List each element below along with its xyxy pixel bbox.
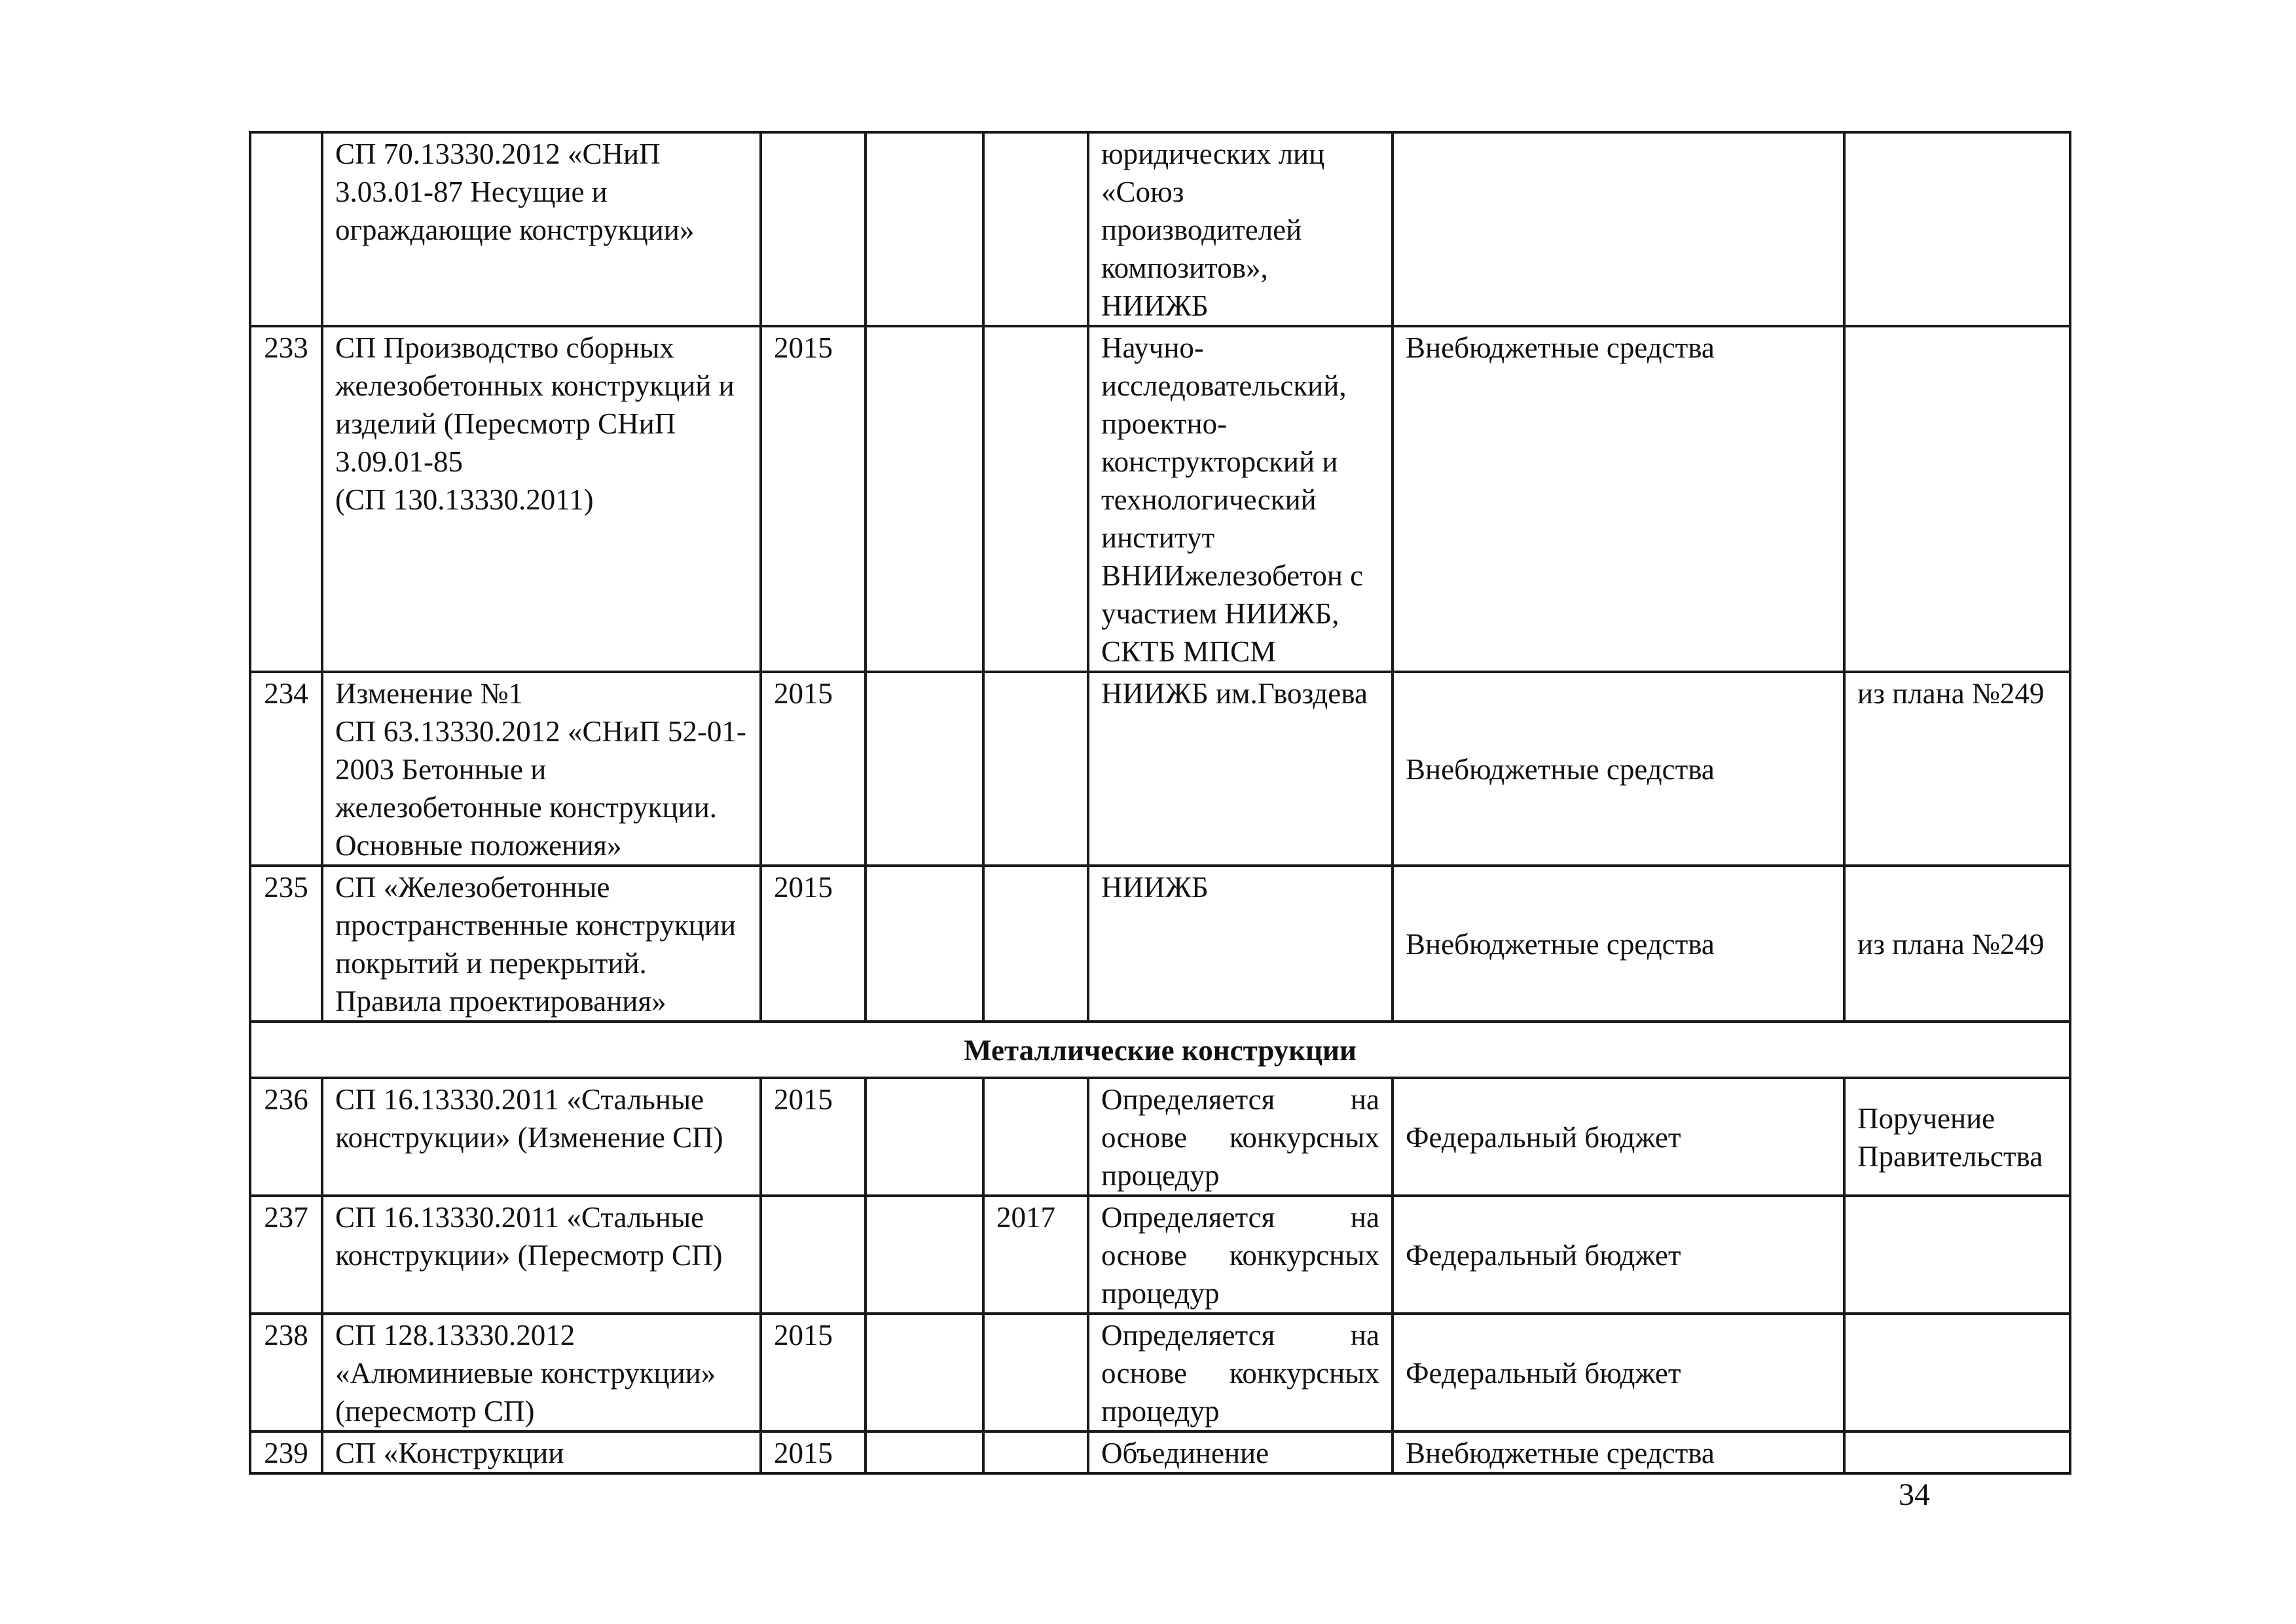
standard-name-cell: СП «Железобетонные пространственные конструкции покрытий и перекрытий. Правила проектирования» bbox=[322, 866, 761, 1022]
year-cell: 2015 bbox=[761, 1431, 866, 1473]
executor-cell: Определяется на основе конкурсных процедур bbox=[1088, 1196, 1393, 1314]
row-number-cell bbox=[250, 132, 322, 326]
executor-cell: Научно- исследовательский, проектно- конструкторский и технологический институт ВНИИжелезобетон с участием НИИЖБ, СКТБ МПСМ bbox=[1088, 326, 1393, 672]
standard-name-cell: СП 16.13330.2011 «Стальные конструкции» (Пересмотр СП) bbox=[322, 1196, 761, 1314]
year-cell bbox=[761, 132, 866, 326]
table-row bbox=[250, 1314, 2070, 1431]
row-number-cell: 237 bbox=[250, 1196, 322, 1314]
funding-source-cell: Внебюджетные средства bbox=[1393, 326, 1844, 672]
funding-source-cell: Внебюджетные средства bbox=[1393, 672, 1844, 866]
column-4-cell bbox=[866, 1431, 983, 1473]
table-row bbox=[250, 1196, 2070, 1314]
standard-name-cell: СП 128.13330.2012 «Алюминиевые конструкции» (пересмотр СП) bbox=[322, 1314, 761, 1431]
column-4-cell bbox=[866, 326, 983, 672]
funding-source-cell: Внебюджетные средства bbox=[1393, 1431, 1844, 1473]
standard-name-cell: СП Производство сборных железобетонных конструкций и изделий (Пересмотр СНиП 3.09.01-85 (СП 130.13330.2011) bbox=[322, 326, 761, 672]
table-row bbox=[250, 672, 2070, 866]
note-cell bbox=[1844, 1431, 2070, 1473]
funding-source-cell bbox=[1393, 132, 1844, 326]
year-cell: 2015 bbox=[761, 326, 866, 672]
executor-cell: НИИЖБ bbox=[1088, 866, 1393, 1022]
column-4-cell bbox=[866, 132, 983, 326]
column-5-cell: 2017 bbox=[983, 1196, 1088, 1314]
funding-source-cell: Федеральный бюджет bbox=[1393, 1314, 1844, 1431]
column-5-cell bbox=[983, 132, 1088, 326]
funding-source-cell: Федеральный бюджет bbox=[1393, 1078, 1844, 1196]
column-4-cell bbox=[866, 672, 983, 866]
section-header-row bbox=[250, 1022, 2070, 1078]
note-cell bbox=[1844, 132, 2070, 326]
executor-cell: Объединение bbox=[1088, 1431, 1393, 1473]
column-5-cell bbox=[983, 1314, 1088, 1431]
standards-plan-table bbox=[249, 131, 2071, 1475]
row-number-cell: 233 bbox=[250, 326, 322, 672]
note-cell bbox=[1844, 326, 2070, 672]
column-5-cell bbox=[983, 672, 1088, 866]
table-row bbox=[250, 132, 2070, 326]
table-row bbox=[250, 1431, 2070, 1473]
executor-cell: Определяется на основе конкурсных процедур bbox=[1088, 1078, 1393, 1196]
row-number-cell: 239 bbox=[250, 1431, 322, 1473]
row-number-cell: 234 bbox=[250, 672, 322, 866]
column-5-cell bbox=[983, 1078, 1088, 1196]
column-4-cell bbox=[866, 1314, 983, 1431]
note-cell bbox=[1844, 1314, 2070, 1431]
row-number-cell: 238 bbox=[250, 1314, 322, 1431]
year-cell: 2015 bbox=[761, 1314, 866, 1431]
standard-name-cell: Изменение №1 СП 63.13330.2012 «СНиП 52-01-2003 Бетонные и железобетонные конструкции. Основные положения» bbox=[322, 672, 761, 866]
funding-source-cell: Внебюджетные средства bbox=[1393, 866, 1844, 1022]
column-5-cell bbox=[983, 866, 1088, 1022]
note-cell bbox=[1844, 1196, 2070, 1314]
section-title: Металлические конструкции bbox=[250, 1022, 2070, 1078]
year-cell: 2015 bbox=[761, 866, 866, 1022]
standard-name-cell: СП «Конструкции bbox=[322, 1431, 761, 1473]
row-number-cell: 236 bbox=[250, 1078, 322, 1196]
page-number: 34 bbox=[1899, 1477, 1930, 1512]
table-row bbox=[250, 326, 2070, 672]
year-cell: 2015 bbox=[761, 672, 866, 866]
note-cell: Поручение Правительства bbox=[1844, 1078, 2070, 1196]
executor-cell: Определяется на основе конкурсных процедур bbox=[1088, 1314, 1393, 1431]
standard-name-cell: СП 16.13330.2011 «Стальные конструкции» (Изменение СП) bbox=[322, 1078, 761, 1196]
column-4-cell bbox=[866, 866, 983, 1022]
column-5-cell bbox=[983, 1431, 1088, 1473]
executor-cell: НИИЖБ им.Гвоздева bbox=[1088, 672, 1393, 866]
row-number-cell: 235 bbox=[250, 866, 322, 1022]
column-4-cell bbox=[866, 1196, 983, 1314]
note-cell: из плана №249 bbox=[1844, 672, 2070, 866]
year-cell bbox=[761, 1196, 866, 1314]
column-5-cell bbox=[983, 326, 1088, 672]
table-row bbox=[250, 866, 2070, 1022]
table-row bbox=[250, 1078, 2070, 1196]
executor-cell: юридических лиц «Союз производителей композитов», НИИЖБ bbox=[1088, 132, 1393, 326]
column-4-cell bbox=[866, 1078, 983, 1196]
year-cell: 2015 bbox=[761, 1078, 866, 1196]
standard-name-cell: СП 70.13330.2012 «СНиП 3.03.01-87 Несущие и ограждающие конструкции» bbox=[322, 132, 761, 326]
funding-source-cell: Федеральный бюджет bbox=[1393, 1196, 1844, 1314]
note-cell: из плана №249 bbox=[1844, 866, 2070, 1022]
